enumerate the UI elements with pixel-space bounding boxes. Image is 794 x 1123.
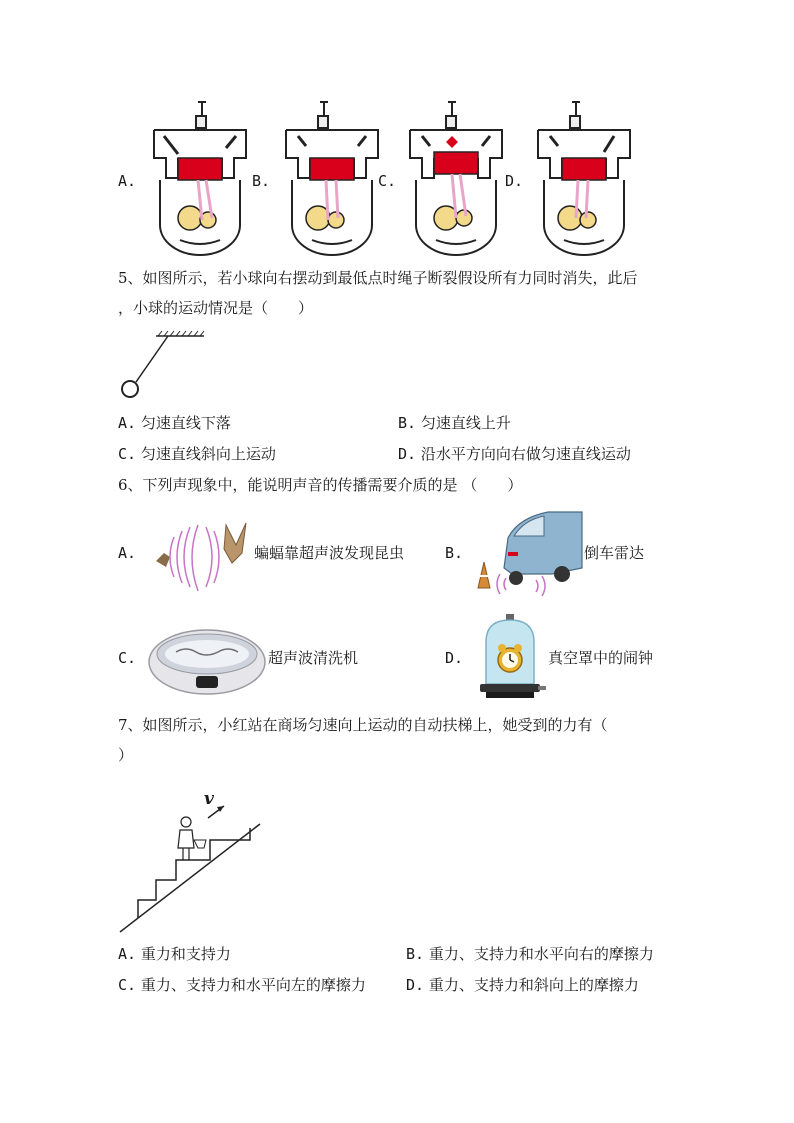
q5-option-d[interactable]	[398, 444, 631, 464]
q5-option-d-text: 沿水平方向向右做匀速直线运动	[420, 445, 631, 463]
engine-diagram-a	[150, 100, 250, 260]
q5-option-a[interactable]	[118, 413, 231, 433]
q5-option-a-text: 匀速直线下落	[140, 414, 231, 432]
q7-stem-line1: 7、如图所示，小红站在商场匀速向上运动的自动扶梯上，她受到的力有（	[118, 716, 608, 734]
car-radar-image	[470, 508, 582, 594]
q7-option-d[interactable]	[406, 975, 639, 995]
velocity-label: v	[204, 789, 214, 809]
q6-stem: 6、下列声现象中，能说明声音的传播需要介质的是 （ ）	[118, 476, 523, 494]
q4-option-c-letter: C.	[378, 172, 397, 190]
q5-option-b-text: 匀速直线上升	[420, 414, 511, 432]
q4-option-d-letter: D.	[505, 172, 524, 190]
q7-option-d-text: 重力、支持力和斜向上的摩擦力	[428, 976, 639, 994]
q5-option-c-text: 匀速直线斜向上运动	[140, 445, 276, 463]
q7-option-a-letter: A.	[118, 945, 137, 963]
q5-option-c[interactable]	[118, 444, 276, 464]
engine-diagram-c	[406, 100, 506, 260]
q5-stem-line2: ，小球的运动情况是（ ）	[118, 299, 314, 317]
q6-option-a-letter: A.	[118, 544, 137, 562]
q6-option-d-caption: 真空罩中的闹钟	[548, 649, 654, 667]
q7-option-d-letter: D.	[406, 976, 425, 994]
engine-diagram-d	[534, 100, 634, 260]
q5-option-c-letter: C.	[118, 445, 137, 463]
q7-option-b[interactable]	[406, 944, 654, 964]
q4-option-b-letter: B.	[252, 172, 271, 190]
q7-option-c-text: 重力、支持力和水平向左的摩擦力	[140, 976, 366, 994]
q7-option-a-text: 重力和支持力	[140, 945, 231, 963]
q5-option-a-letter: A.	[118, 414, 137, 432]
q6-option-b-letter: B.	[445, 544, 464, 562]
q7-stem-line2: ）	[118, 746, 134, 764]
q7-option-b-letter: B.	[406, 945, 425, 963]
engine-diagram-b	[282, 100, 382, 260]
q7-option-c[interactable]	[118, 975, 366, 995]
q6-option-d-letter: D.	[445, 649, 464, 667]
q6-option-a-caption: 蝙蝠靠超声波发现昆虫	[254, 544, 405, 562]
q7-option-a[interactable]	[118, 944, 231, 964]
q5-stem-line1: 5、如图所示，若小球向右摆动到最低点时绳子断裂假设所有力同时消失，此后	[118, 269, 638, 287]
q7-option-b-text: 重力、支持力和水平向右的摩擦力	[428, 945, 654, 963]
q5-option-b[interactable]	[398, 413, 511, 433]
q6-option-b-caption: 倒车雷达	[584, 544, 645, 562]
bat-sound-image	[152, 515, 252, 597]
q4-option-a-letter: A.	[118, 172, 137, 190]
q5-option-b-letter: B.	[398, 414, 417, 432]
q7-option-c-letter: C.	[118, 976, 137, 994]
q6-option-c-letter: C.	[118, 649, 137, 667]
q6-option-c-caption: 超声波清洗机	[268, 649, 359, 667]
ultrasonic-cleaner-image	[146, 618, 268, 698]
bell-jar-clock-image	[474, 612, 546, 702]
pendulum-diagram	[118, 330, 218, 402]
q5-option-d-letter: D.	[398, 445, 417, 463]
